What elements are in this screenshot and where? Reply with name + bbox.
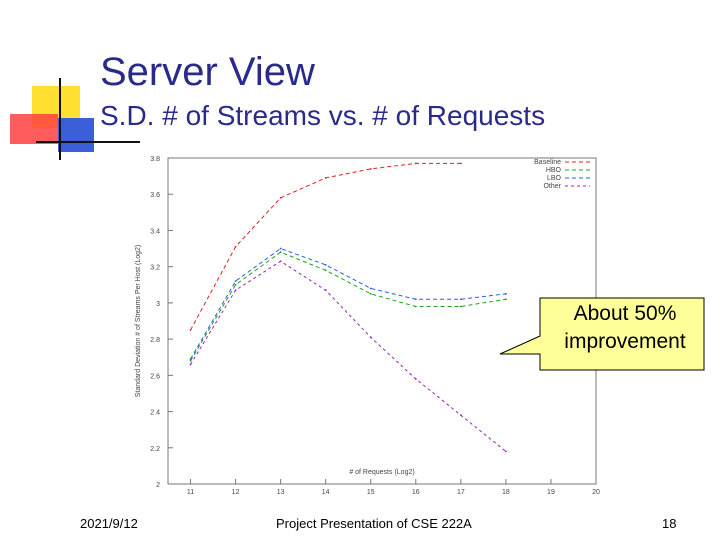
x-tick-label-0: 11 xyxy=(186,489,195,496)
x-tick-label-4: 15 xyxy=(366,489,375,496)
y-tick-label-4: 2.8 xyxy=(150,337,160,345)
x-tick-label-2: 13 xyxy=(276,489,285,496)
data-point-hbo-2 xyxy=(280,251,282,253)
data-point-hbo-6 xyxy=(460,306,462,308)
data-point-lbo-6 xyxy=(460,298,462,300)
x-tick-label-6: 17 xyxy=(456,489,465,496)
data-point-baseline-4 xyxy=(370,168,372,170)
data-point-hbo-4 xyxy=(370,293,372,295)
data-point-baseline-1 xyxy=(235,246,237,248)
y-tick-label-7: 3.4 xyxy=(150,228,160,236)
data-point-hbo-5 xyxy=(415,306,417,308)
data-point-lbo-3 xyxy=(325,264,327,266)
legend-label-hbo: HBO xyxy=(545,167,561,174)
data-point-other-4 xyxy=(370,336,372,338)
data-point-baseline-0 xyxy=(190,329,192,331)
footer-date: 2021/9/12 xyxy=(80,516,138,531)
x-tick-label-3: 14 xyxy=(321,489,330,496)
x-axis-label: # of Requests (Log2) xyxy=(349,469,415,476)
series-line-other xyxy=(191,261,506,451)
series-line-lbo xyxy=(191,249,506,359)
y-tick-label-0: 2 xyxy=(156,482,160,489)
data-point-baseline-6 xyxy=(460,163,462,165)
y-axis-label: Standard Deviation # of Streams Per Host (Log2) xyxy=(135,244,142,398)
y-tick-label-6: 3.2 xyxy=(150,264,160,272)
x-tick-label-9: 20 xyxy=(592,489,600,496)
data-point-other-3 xyxy=(325,289,327,291)
data-point-other-7 xyxy=(505,451,507,453)
data-point-lbo-5 xyxy=(415,298,417,300)
x-tick-label-7: 18 xyxy=(501,489,510,496)
series-line-hbo xyxy=(191,252,506,361)
callout-text: About 50% improvement xyxy=(564,302,686,353)
y-tick-label-3: 2.6 xyxy=(150,373,160,381)
data-point-hbo-0 xyxy=(190,360,192,362)
slide-title: Server View xyxy=(100,50,315,94)
y-tick-label-2: 2.4 xyxy=(150,409,160,417)
series-line-baseline xyxy=(191,163,461,330)
deco-blue-square xyxy=(58,118,94,152)
data-point-lbo-0 xyxy=(190,358,192,360)
data-point-lbo-2 xyxy=(280,248,282,250)
footer-page-number: 18 xyxy=(662,516,677,531)
data-point-lbo-1 xyxy=(235,280,237,282)
data-point-other-0 xyxy=(190,364,192,366)
data-point-baseline-2 xyxy=(280,197,282,199)
data-point-lbo-4 xyxy=(370,288,372,290)
x-tick-label-8: 19 xyxy=(547,489,555,496)
legend-label-baseline: Baseline xyxy=(534,159,561,166)
x-tick-label-1: 12 xyxy=(231,489,240,496)
y-tick-label-8: 3.6 xyxy=(150,192,160,200)
y-tick-label-1: 2.2 xyxy=(150,445,160,453)
data-point-hbo-1 xyxy=(235,284,237,286)
y-tick-label-5: 3 xyxy=(156,300,160,308)
x-tick-label-5: 16 xyxy=(411,489,420,496)
data-point-baseline-3 xyxy=(325,177,327,179)
data-point-other-2 xyxy=(280,260,282,262)
data-point-hbo-3 xyxy=(325,269,327,271)
y-tick-label-9: 3.8 xyxy=(150,156,160,163)
data-point-other-1 xyxy=(235,289,237,291)
deco-red-bar xyxy=(10,114,58,144)
data-point-other-6 xyxy=(460,414,462,416)
data-point-other-5 xyxy=(415,378,417,380)
slide-subtitle: S.D. # of Streams vs. # of Requests xyxy=(100,100,546,131)
legend-label-lbo: LBO xyxy=(546,175,561,182)
data-point-baseline-5 xyxy=(415,163,417,165)
footer-presentation-title: Project Presentation of CSE 222A xyxy=(276,516,472,531)
legend-label-other: Other xyxy=(543,183,561,190)
